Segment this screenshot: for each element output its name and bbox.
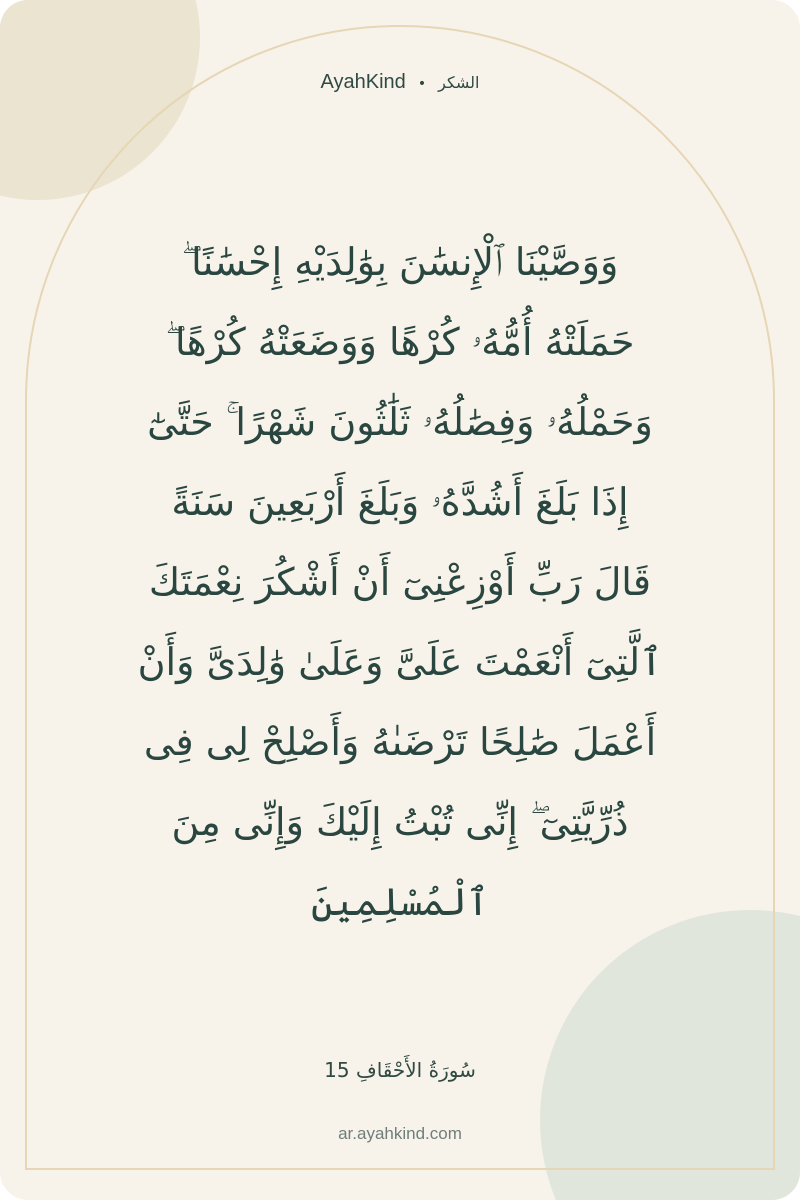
verse-line: أَعْمَلَ صَٰلِحًا تَرْضَىٰهُ وَأَصْلِحْ لِى فِى [143,720,657,764]
ayah-number: 15 [324,1058,350,1082]
verse-line: إِذَا بَلَغَ أَشُدَّهُۥ وَبَلَغَ أَرْبَعِينَ سَنَةً [171,480,629,524]
verse-line: ٱلْمُسْلِمِينَ [310,880,490,924]
verse-line: حَمَلَتْهُ أُمُّهُۥ كُرْهًا وَوَضَعَتْهُ كُرْهًا ۖ [165,320,635,364]
verse-line: ٱلَّتِىٓ أَنْعَمْتَ عَلَىَّ وَعَلَىٰ وَٰلِدَىَّ وَأَنْ [137,640,663,684]
verse-line: وَوَصَّيْنَا ٱلْإِنسَٰنَ بِوَٰلِدَيْهِ إِحْسَٰنًا ۖ [181,240,619,284]
separator-dot: • [417,76,427,92]
brand-name: AyahKind [320,71,406,93]
verse-line: ذُرِّيَّتِىٓ ۖ إِنِّى تُبْتُ إِلَيْكَ وَإِنِّى مِنَ [171,800,629,844]
website-url: ar.ayahkind.com [338,1124,462,1143]
header [0,70,800,96]
verse-line: وَحَمْلُهُۥ وَفِصَٰلُهُۥ ثَلَٰثُونَ شَهْرًا ۚ حَتَّىٰٓ [147,400,653,444]
verse-line: قَالَ رَبِّ أَوْزِعْنِىٓ أَنْ أَشْكُرَ نِعْمَتَكَ [148,560,652,604]
topic-label: الشكر [438,73,480,92]
surah-name: سُورَةُ الأَحْقَافِ [355,1058,476,1082]
verse-reference [0,1055,800,1085]
verse-text [110,222,690,942]
